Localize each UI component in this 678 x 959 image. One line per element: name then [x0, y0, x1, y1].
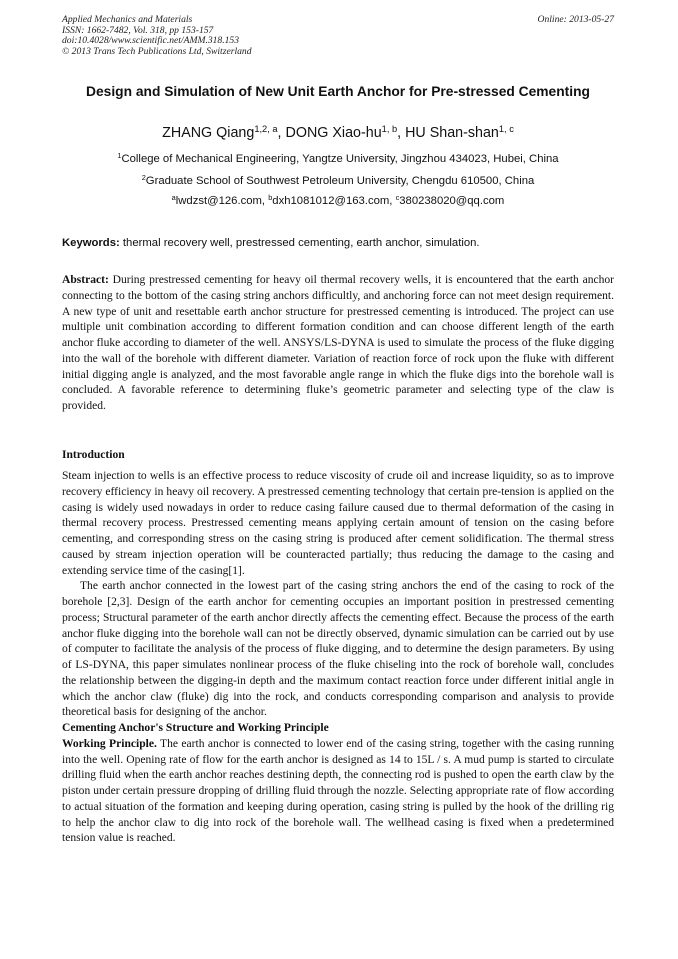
author-sup: 1, b [381, 123, 398, 134]
working-principle-text: The earth anchor is connected to lower end of the casing string, together with the casing running into the well. Opening rate of flow for the earth anchor is designed as 14 to 15L / s. A mud pump is started to circulate drilling fluid when the earth anchor reaches destining depth, the connecting rod is pushed to open the earth claw by the piston under certain pressure dropping of drilling fluid through the nozzle. Selecting appropriate rate of flow according to actual situation of the formation and keeping during operation, casing string is pulled by the hook of the drilling rig to help the anchor claw to dig into rock of the borehole wall. The wellhead casing is fixed when a predetermined tension value is reached. [62, 737, 614, 845]
affiliation-1: $^1$College of Mechanical Engineering, Yangtze University, Jingzhou 434023, Hubei, China [117, 150, 559, 165]
journal-copyright: © 2013 Trans Tech Publications Ltd, Switzerland [62, 45, 252, 57]
author-sup: 1,2, a [254, 123, 278, 134]
keywords-text: thermal recovery well, prestressed cementing, earth anchor, simulation. [119, 237, 480, 249]
introduction-body [62, 469, 614, 847]
affiliation-2: $^2$Graduate School of Southwest Petroleum University, Chengdu 610500, China [141, 172, 535, 187]
journal-header [62, 15, 252, 57]
intro-paragraph-2: The earth anchor connected in the lowest part of the casing string anchors the end of the casing to rock of the borehole [2,3]. Design of the earth anchor for cementing occupies an important position in prestressed cementing process; Structural parameter of the earth anchor directly affects the cementing effect. Because the process of the earth anchor fluke digging into the borehole wall can not be directly observed, dynamic simulation can be carried out by use of computer to facilitate the analysis of the process of fluke digging, and to determine the design parameters. By using of LS-DYNA, this paper simulates nonlinear process of the fluke chiseling into the rock of borehole wall, concludes the relationship between the digging-in depth and the maximum contact reaction force under different initial angle in which the anchor claw (fluke) dig into the rock, and conducts corresponding comparison and analysis to provide theoretical basis for designing of the anchor. [62, 580, 614, 719]
intro-paragraph-1: Steam injection to wells is an effective process to reduce viscosity of crude oil and increase liquidity, so as to improve recovery efficiency in heavy oil recovery. A prestressed cementing technology that certain pre-tension is applied on the casing is widely used nowadays in order to reduce casing failure caused due to thermal deformation of the casing in thermal recovery process. Prestressed cementing means applying certain amount of tension on the casing before cementing, and corresponding stress on the casing string is produced after cement solidification. The thermal stress caused by stream injection operation will be counteracted partially; thus reducing the damage to the casing and extending service time of the casing[1]. [62, 470, 614, 577]
author-sup: 1, c [498, 123, 514, 134]
section-heading: Cementing Anchor's Structure and Working Principle [62, 722, 329, 734]
keywords [62, 236, 614, 250]
author-name: ZHANG Qiang [162, 125, 255, 141]
journal-issn: ISSN: 1662-7482, Vol. 318, pp 153-157 [62, 24, 214, 36]
online-date: Online: 2013-05-27 [537, 14, 614, 25]
paper-title: Design and Simulation of New Unit Earth Anchor for Pre-stressed Cementing [86, 84, 590, 99]
abstract-text: During prestressed cementing for heavy oil thermal recovery wells, it is encountered that the earth anchor connecting to the bottom of the casing string anchors difficultly, and anchoring force can not meet design requirement. A new type of unit and resettable earth anchor structure for prestressed cementing is introduced. The project can use multiple unit combination according to different formation condition and can choose different length of the earth anchor fluke according to diameter of the well. ANSYS/LS-DYNA is used to simulate the process of the fluke digging into the wall of the borehole with different diameter. Variation of reaction force of rock upon the fluke with different initial digging angle is analyzed, and the most favorable angle range in which the fluke digs into the borehole wall is concluded. A favorable reference to determining fluke’s geometric parameter and selecting type of the claw is provided. [62, 274, 614, 412]
author-name: DONG Xiao-hu [285, 125, 382, 141]
email-link[interactable]: 380238020@qq.com [399, 195, 505, 207]
author-name: HU Shan-shan [405, 125, 499, 141]
email-link[interactable]: lwdzst@126.com, [175, 195, 269, 207]
email-link[interactable]: dxh1081012@163.com, [272, 195, 396, 207]
keywords-label: Keywords: [62, 237, 120, 249]
working-principle-label: Working Principle. [62, 737, 157, 750]
journal-name: Applied Mechanics and Materials [62, 14, 193, 25]
abstract [62, 273, 614, 415]
journal-doi[interactable]: doi:10.4028/www.scientific.net/AMM.318.153 [62, 35, 240, 47]
introduction-heading: Introduction [62, 449, 125, 461]
author-list: ZHANG Qiang$^{1,2, a}$, DONG Xiao-hu$^{1, b}$, HU Shan-shan$^{1, c}$ [162, 123, 514, 141]
author-emails: $^a$lwdzst@126.com, $^b$dxh1081012@163.com, $^c$380238020@qq.com [171, 192, 505, 207]
abstract-label: Abstract: [62, 274, 109, 286]
